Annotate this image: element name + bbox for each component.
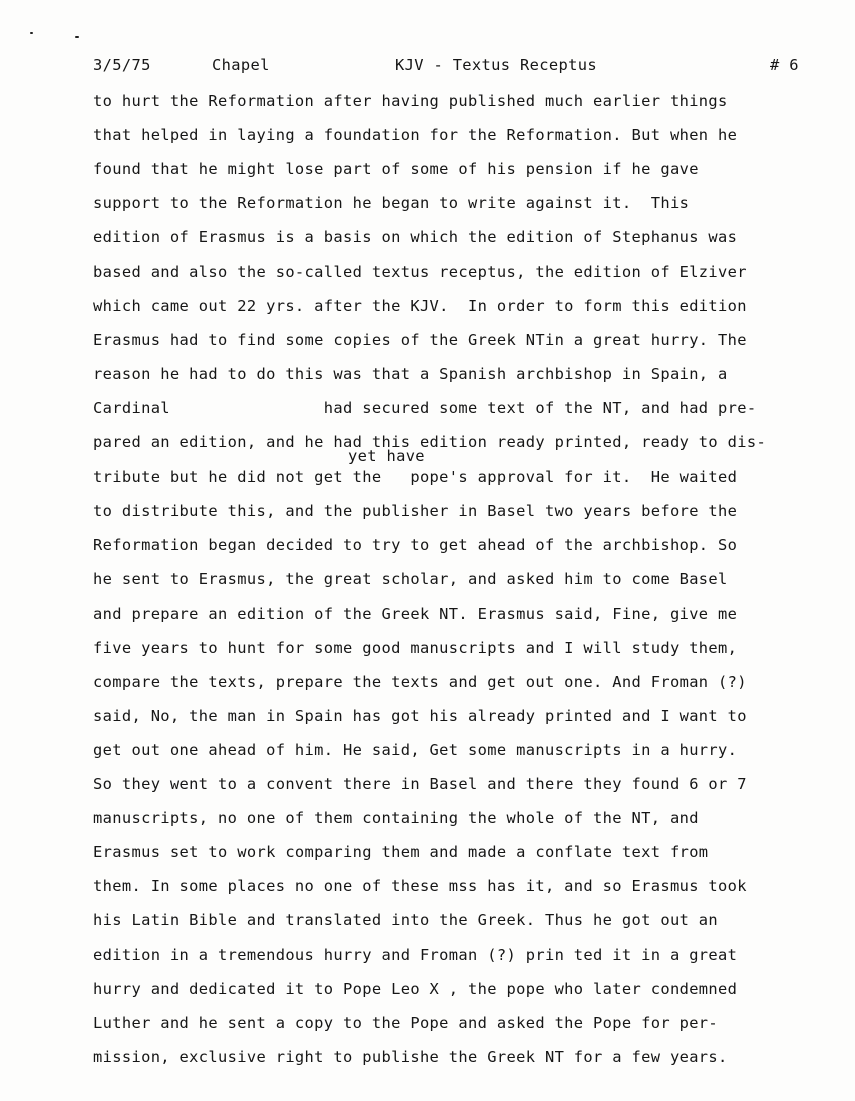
text-line: based and also the so-called textus receptus, the edition of Elziver (93, 262, 747, 281)
interlinear-insert: yet have (348, 447, 425, 465)
text-line: Luther and he sent a copy to the Pope and asked the Pope for per- (93, 1013, 719, 1032)
header-title: KJV - Textus Receptus (395, 56, 597, 74)
text-line: mission, exclusive right to publishe the Greek NT for a few years. (93, 1047, 728, 1066)
text-line: reason he had to do this was that a Spanish archbishop in Spain, a (93, 364, 728, 383)
text-line: Erasmus had to find some copies of the Greek NTin a great hurry. The (93, 330, 747, 349)
text-line: pared an edition, and he had this edition ready printed, ready to dis- (93, 433, 767, 451)
text-line: manuscripts, no one of them containing the whole of the NT, and (93, 809, 699, 828)
text-line: Reformation began decided to try to get ahead of the archbishop. So (93, 536, 738, 555)
text-line: Erasmus set to work comparing them and made a conflate text from (93, 843, 709, 862)
text-line: support to the Reformation he began to write against it. This (93, 194, 690, 213)
ink-speck (75, 36, 79, 38)
text-line: said, No, the man in Spain has got his already printed and I want to (93, 706, 747, 725)
text-line: tribute but he did not get the pope's approval for it. He waited (93, 468, 738, 487)
text-line: compare the texts, prepare the texts and get out one. And Froman (?) (93, 672, 747, 691)
header-page-number: # 6 (770, 56, 799, 74)
text-line: edition in a tremendous hurry and Froman (?) prin ted it in a great (93, 945, 738, 964)
text-line: to distribute this, and the publisher in Basel two years before the (93, 502, 738, 521)
text-line: So they went to a convent there in Basel and there they found 6 or 7 (93, 775, 747, 793)
page-header (0, 56, 855, 76)
header-date: 3/5/75 (93, 56, 151, 74)
text-line: edition of Erasmus is a basis on which the edition of Stephanus was (93, 228, 738, 247)
text-line: five years to hunt for some good manuscripts and I will study them, (93, 638, 738, 657)
text-line: which came out 22 yrs. after the KJV. In order to form this edition (93, 296, 747, 315)
text-line: he sent to Erasmus, the great scholar, and asked him to come Basel (93, 570, 728, 589)
text-line: his Latin Bible and translated into the Greek. Thus he got out an (93, 911, 719, 930)
text-line: and prepare an edition of the Greek NT. Erasmus said, Fine, give me (93, 604, 738, 623)
text-line: found that he might lose part of some of his pension if he gave (93, 160, 699, 179)
text-line: to hurt the Reformation after having published much earlier things (93, 92, 728, 110)
text-line: get out one ahead of him. He said, Get some manuscripts in a hurry. (93, 740, 738, 759)
text-line: that helped in laying a foundation for the Reformation. But when he (93, 126, 738, 145)
ink-speck (30, 32, 33, 34)
header-place: Chapel (212, 56, 270, 74)
text-line: them. In some places no one of these mss has it, and so Erasmus took (93, 877, 747, 896)
text-line: hurry and dedicated it to Pope Leo X , the pope who later condemned (93, 979, 738, 998)
text-line: Cardinal had secured some text of the NT, and had pre- (93, 398, 757, 417)
